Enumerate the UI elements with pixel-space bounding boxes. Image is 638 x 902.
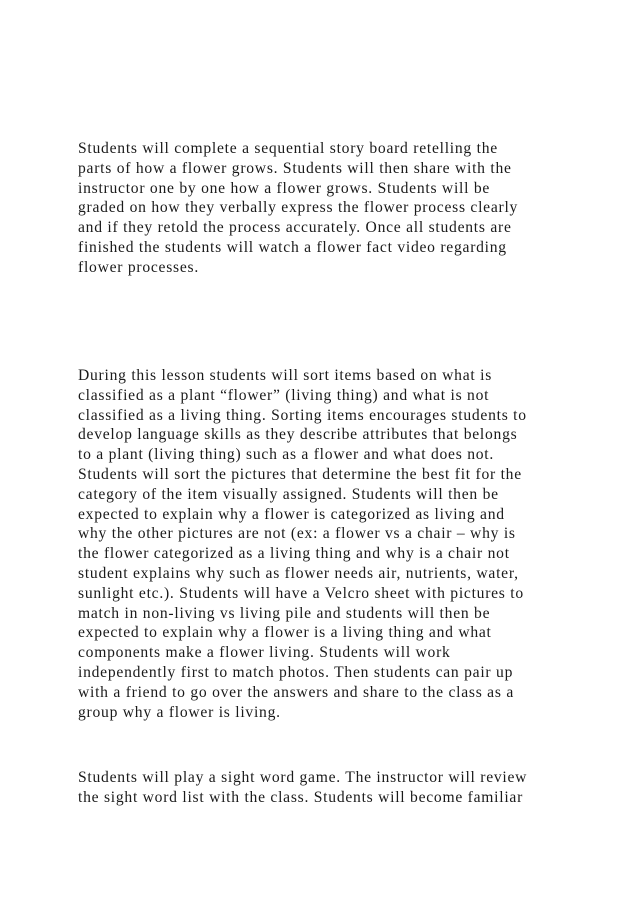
- text-line: with a friend to go over the answers and share to the class as a: [78, 683, 514, 701]
- text-line: the flower categorized as a living thing and why is a chair not: [78, 545, 510, 563]
- text-line: graded on how they verbally express the flower process clearly: [78, 199, 519, 217]
- paragraph-sorting-lesson: [78, 366, 598, 722]
- paragraph-story-board: [78, 139, 598, 278]
- text-line: and if they retold the process accurately. Once all students are: [78, 219, 512, 237]
- text-line: to a plant (living thing) such as a flower and what does not.: [78, 446, 495, 464]
- text-line: classified as a living thing. Sorting items encourages students to: [78, 406, 527, 424]
- text-line: sunlight etc.). Students will have a Velcro sheet with pictures to: [78, 584, 524, 602]
- text-line: During this lesson students will sort items based on what is: [78, 367, 493, 384]
- text-line: Students will sort the pictures that determine the best fit for the: [78, 465, 522, 483]
- text-line: expected to explain why a flower is categorized as living and: [78, 505, 505, 523]
- text-line: category of the item visually assigned. Students will then be: [78, 485, 499, 503]
- paragraph-sight-word-game: [78, 768, 598, 808]
- text-line: Students will play a sight word game. The instructor will review: [78, 769, 528, 786]
- text-line: parts of how a flower grows. Students will then share with the: [78, 159, 512, 177]
- text-line: components make a flower living. Students will work: [78, 644, 451, 662]
- text-line: match in non-living vs living pile and students will then be: [78, 604, 491, 622]
- text-line: finished the students will watch a flower fact video regarding: [78, 238, 507, 256]
- text-line: develop language skills as they describe attributes that belongs: [78, 426, 518, 444]
- text-line: flower processes.: [78, 258, 200, 276]
- text-line: why the other pictures are not (ex: a flower vs a chair – why is: [78, 525, 516, 543]
- text-line: group why a flower is living.: [78, 703, 281, 721]
- text-line: expected to explain why a flower is a living thing and what: [78, 624, 492, 642]
- text-line: instructor one by one how a flower grows. Students will be: [78, 179, 491, 197]
- text-line: independently first to match photos. Then students can pair up: [78, 663, 514, 681]
- text-line: Students will complete a sequential story board retelling the: [78, 140, 498, 157]
- text-line: the sight word list with the class. Students will become familiar: [78, 788, 524, 806]
- text-line: classified as a plant “flower” (living thing) and what is not: [78, 386, 490, 404]
- text-line: student explains why such as flower needs air, nutrients, water,: [78, 564, 519, 582]
